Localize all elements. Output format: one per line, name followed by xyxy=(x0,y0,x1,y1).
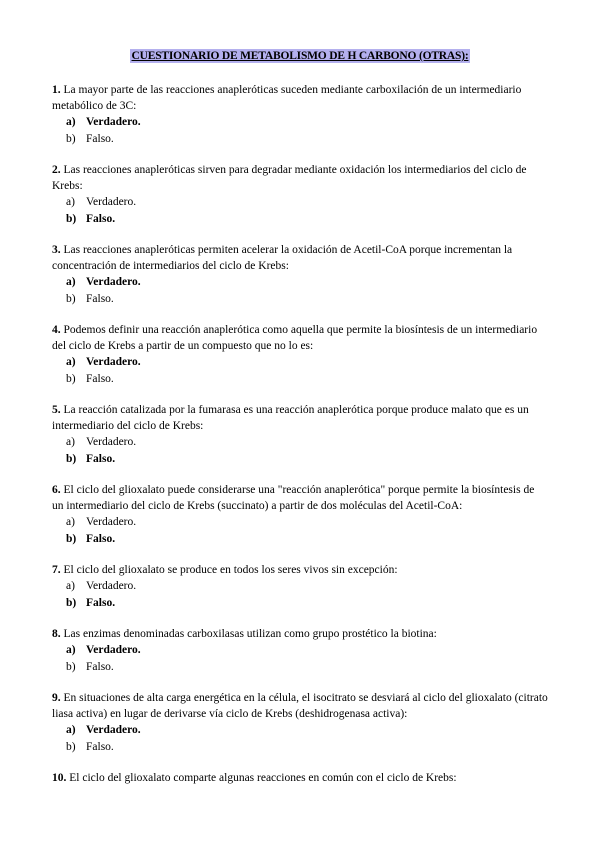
question-list xyxy=(52,82,548,801)
answer-option-a xyxy=(66,274,548,291)
option-letter: b) xyxy=(66,596,77,609)
question-body: Las enzimas denominadas carboxilasas utilizan como grupo prostético la biotina: xyxy=(63,628,437,640)
question-body: El ciclo del glioxalato se produce en todos los seres vivos sin excepción: xyxy=(63,564,398,576)
question-body: Podemos definir una reacción anaplerótica como aquella que permite la biosíntesis de un intermediario del ciclo de Krebs a partir de un compuesto que no lo es: xyxy=(52,324,538,352)
question-number: 4. xyxy=(52,324,61,336)
question-3 xyxy=(52,242,548,307)
question-body: Las reacciones anapleróticas permiten acelerar la oxidación de Acetil-CoA porque incrementan la concentración de intermediarios del ciclo de Krebs: xyxy=(52,244,513,272)
question-10 xyxy=(52,770,548,786)
option-text: Falso. xyxy=(86,532,116,545)
title-wrap xyxy=(0,50,600,62)
question-body: La mayor parte de las reacciones anapleróticas suceden mediante carboxilación de un intermediario metabólico de 3C: xyxy=(52,84,522,112)
option-letter: a) xyxy=(66,276,76,288)
question-text xyxy=(52,690,548,722)
question-body: El ciclo del glioxalato puede considerarse una "reacción anaplerótica" porque permite la biosíntesis de un intermediario del ciclo de Krebs (succinato) a partir de dos moléculas del Acetil-CoA: xyxy=(52,484,535,512)
question-body: Las reacciones anapleróticas sirven para degradar mediante oxidación los intermediarios del ciclo de Krebs: xyxy=(52,164,527,192)
question-4 xyxy=(52,322,548,387)
question-number: 8. xyxy=(52,628,61,640)
option-text: Verdadero. xyxy=(86,276,141,288)
option-text: Falso. xyxy=(86,660,114,673)
question-text xyxy=(52,482,548,514)
option-text: Falso. xyxy=(86,212,116,225)
answer-option-a xyxy=(66,514,548,531)
question-text xyxy=(52,402,548,434)
option-letter: a) xyxy=(66,724,76,736)
page-title: CUESTIONARIO DE METABOLISMO DE H CARBONO (OTRAS): xyxy=(131,50,469,62)
question-number: 5. xyxy=(52,404,61,416)
question-text xyxy=(52,162,548,194)
question-body: La reacción catalizada por la fumarasa es una reacción anaplerótica porque produce malato que es un intermediario del ciclo de Krebs: xyxy=(52,404,529,432)
option-text: Verdadero. xyxy=(86,116,141,128)
answer-option-a xyxy=(66,354,548,371)
option-letter: b) xyxy=(66,212,77,225)
option-text: Falso. xyxy=(86,596,116,609)
option-text: Verdadero. xyxy=(86,644,141,656)
answer-option-a xyxy=(66,642,548,659)
option-letter: b) xyxy=(66,292,76,305)
option-text: Verdadero. xyxy=(86,436,137,448)
answer-option-b xyxy=(66,595,548,612)
answer-option-a xyxy=(66,114,548,131)
question-text xyxy=(52,322,548,354)
question-text xyxy=(52,626,548,642)
answer-option-b xyxy=(66,291,548,308)
question-1 xyxy=(52,82,548,147)
question-number: 1. xyxy=(52,84,61,96)
answer-option-a xyxy=(66,722,548,739)
question-9 xyxy=(52,690,548,755)
question-number: 10. xyxy=(52,772,67,784)
option-text: Falso. xyxy=(86,292,114,305)
answer-option-b xyxy=(66,531,548,548)
answer-option-a xyxy=(66,434,548,451)
option-text: Falso. xyxy=(86,740,114,753)
option-letter: a) xyxy=(66,356,76,368)
answer-option-b xyxy=(66,371,548,388)
option-letter: b) xyxy=(66,740,76,753)
question-number: 6. xyxy=(52,484,61,496)
question-5 xyxy=(52,402,548,467)
question-number: 7. xyxy=(52,564,61,576)
question-number: 9. xyxy=(52,692,61,704)
question-body: El ciclo del glioxalato comparte algunas reacciones en común con el ciclo de Krebs: xyxy=(69,772,457,784)
option-letter: a) xyxy=(66,644,76,656)
question-number: 3. xyxy=(52,244,61,256)
option-letter: a) xyxy=(66,196,75,208)
question-2 xyxy=(52,162,548,227)
option-letter: b) xyxy=(66,660,76,673)
option-letter: b) xyxy=(66,372,76,385)
option-text: Verdadero. xyxy=(86,516,137,528)
question-body: En situaciones de alta carga energética en la célula, el isocitrato se desviará al ciclo del glioxalato (citrato liasa activa) en lugar de derivarse vía ciclo de Krebs (deshidrogenasa activa): xyxy=(52,692,548,720)
option-text: Falso. xyxy=(86,372,114,385)
question-number: 2. xyxy=(52,164,61,176)
question-6 xyxy=(52,482,548,547)
option-letter: a) xyxy=(66,580,75,592)
option-letter: b) xyxy=(66,132,76,145)
option-text: Verdadero. xyxy=(86,724,141,736)
answer-option-b xyxy=(66,211,548,228)
option-text: Falso. xyxy=(86,132,114,145)
answer-option-b xyxy=(66,659,548,676)
answer-option-a xyxy=(66,194,548,211)
option-text: Verdadero. xyxy=(86,196,137,208)
answer-option-b xyxy=(66,451,548,468)
answer-option-b xyxy=(66,739,548,756)
option-text: Verdadero. xyxy=(86,356,141,368)
option-letter: a) xyxy=(66,516,75,528)
option-letter: a) xyxy=(66,436,75,448)
option-text: Verdadero. xyxy=(86,580,137,592)
question-text xyxy=(52,82,548,114)
question-text xyxy=(52,242,548,274)
question-7 xyxy=(52,562,548,611)
option-letter: a) xyxy=(66,116,76,128)
option-text: Falso. xyxy=(86,452,116,465)
option-letter: b) xyxy=(66,452,77,465)
option-letter: b) xyxy=(66,532,77,545)
answer-option-b xyxy=(66,131,548,148)
question-text xyxy=(52,562,548,578)
answer-option-a xyxy=(66,578,548,595)
question-8 xyxy=(52,626,548,675)
question-text xyxy=(52,770,548,786)
